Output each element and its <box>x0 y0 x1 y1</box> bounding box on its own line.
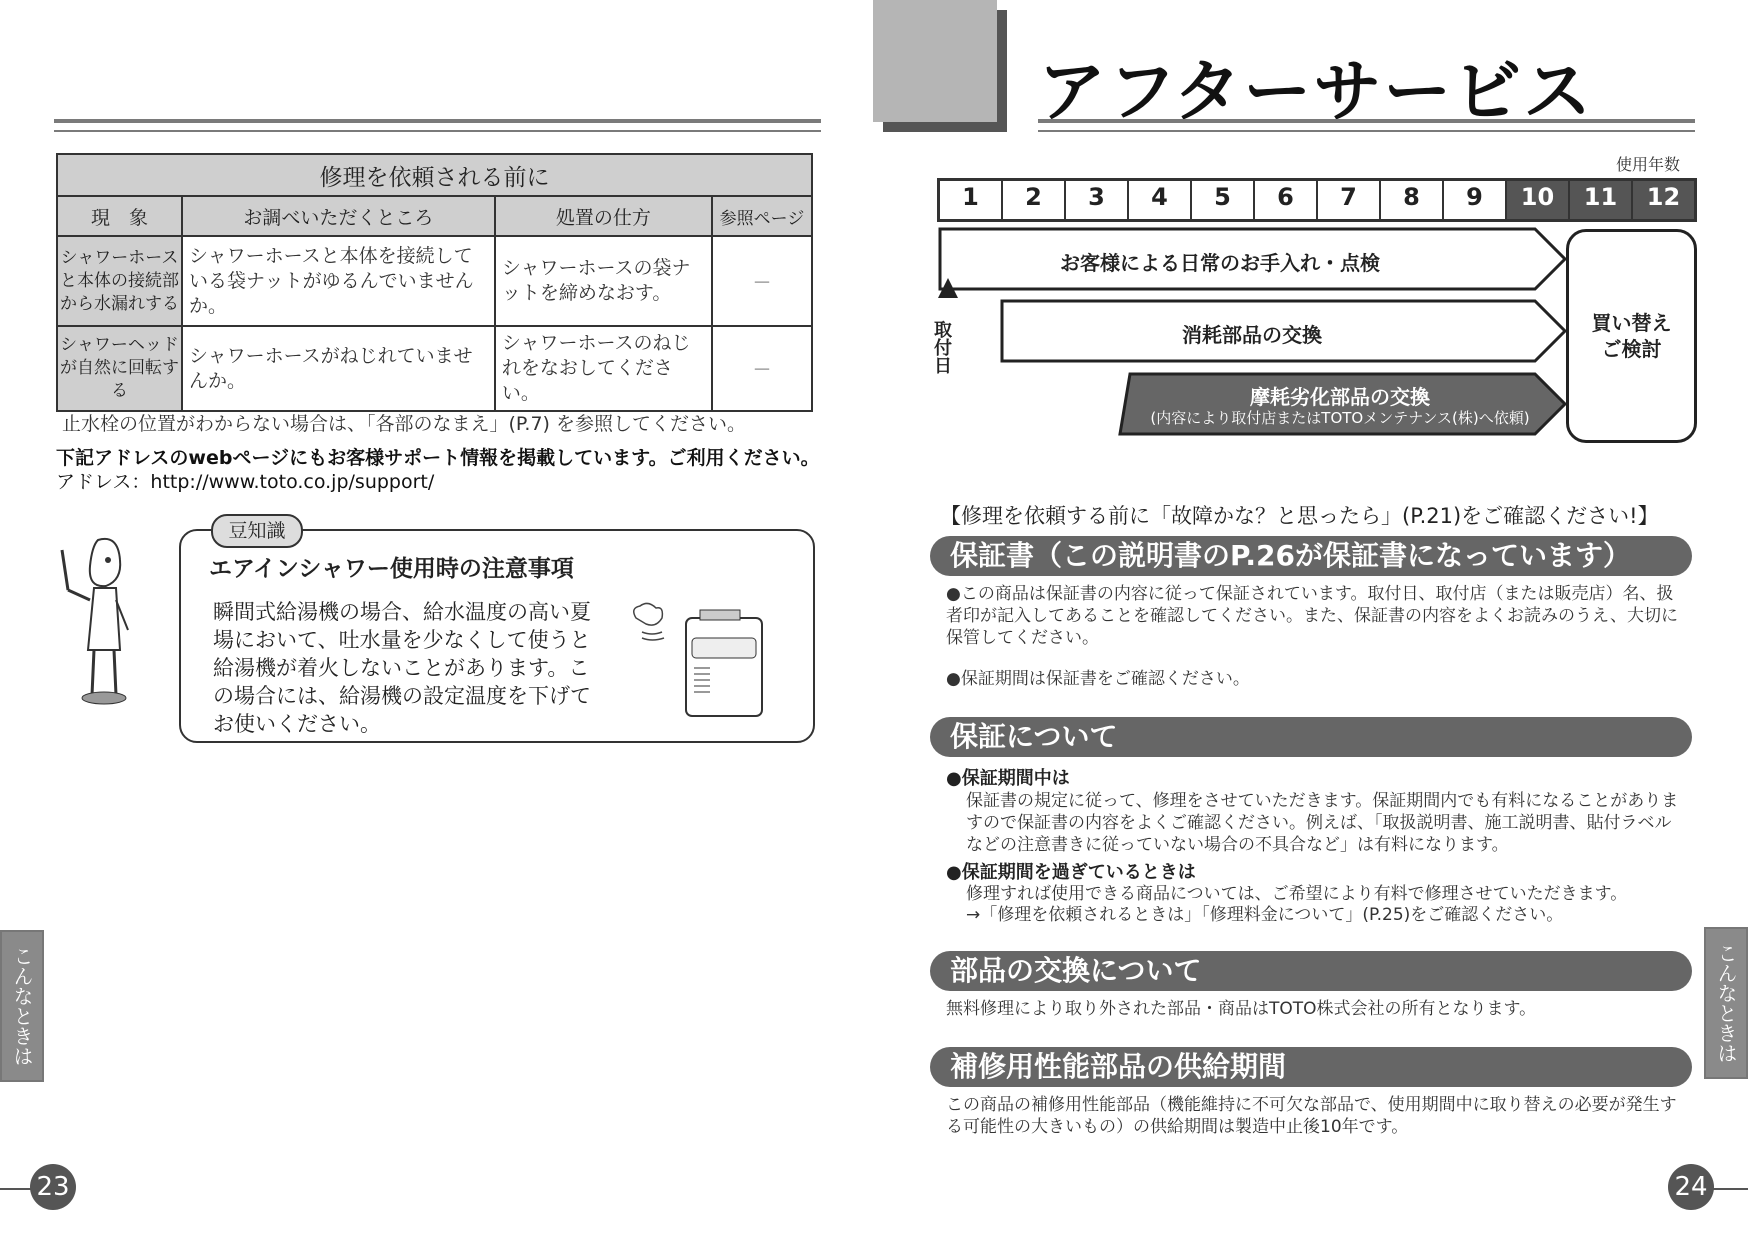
warranty-after-text: 修理すれば使用できる商品については、ご希望により有料で修理させていただきます。 <box>966 884 1628 904</box>
page-number-line-right <box>1708 1188 1748 1190</box>
check-cell: シャワーホースと本体を接続している袋ナットがゆるんでいませんか。 <box>182 236 495 326</box>
warranty-sub-during: ●保証期間中は <box>946 768 1070 789</box>
section-heading-warranty: 保証について <box>930 717 1692 757</box>
year-cell: 6 <box>1255 181 1318 219</box>
valve-note: 止水栓の位置がわからない場合は、「各部のなまえ」(P.7) を参照してください。 <box>62 413 746 435</box>
mascot-illustration <box>58 530 148 710</box>
table-header: 処置の仕方 <box>495 196 712 236</box>
years-scale <box>937 178 1697 222</box>
warranty-period-text: ●保証期間は保証書をご確認ください。 <box>946 669 1250 689</box>
section-heading-parts: 部品の交換について <box>930 951 1692 991</box>
year-cell: 3 <box>1066 181 1129 219</box>
top-rule-right-thin <box>1038 130 1695 132</box>
year-cell: 5 <box>1192 181 1255 219</box>
wear-parts-label: 摩耗劣化部品の交換 <box>1250 385 1430 409</box>
remedy-cell: シャワーホースの袋ナットを締めなおす。 <box>495 236 712 326</box>
symptom-cell: シャワーヘッドが自然に回転する <box>57 326 182 411</box>
replace-box <box>1566 229 1697 443</box>
section-heading-supply: 補修用性能部品の供給期間 <box>930 1047 1692 1087</box>
section-heading-warranty-card: 保証書（この説明書のP.26が保証書になっています） <box>930 536 1692 576</box>
years-label: 使用年数 <box>1616 155 1681 174</box>
page-title: アフターサービス <box>1038 53 1594 132</box>
warranty-card-text: ●この商品は保証書の内容に従って保証されています。取付日、取付店（または販売店）名、扱者印が記入してあることを確認してください。また、保証書の内容をよくお読みのうえ、大切に保管してください。 <box>946 584 1679 648</box>
table-row <box>57 326 812 411</box>
year-cell: 1 <box>940 181 1003 219</box>
title-block <box>873 0 997 122</box>
check-cell: シャワーホースがねじれていませんか。 <box>182 326 495 411</box>
year-cell: 8 <box>1381 181 1444 219</box>
side-tab-right: こんなときは <box>1704 927 1748 1079</box>
top-rule-right <box>1038 119 1695 123</box>
warranty-sub-after: ●保証期間を過ぎているときは <box>946 862 1196 883</box>
tip-title: エアインシャワー使用時の注意事項 <box>209 556 574 582</box>
parts-text: 無料修理により取り外された部品・商品はTOTO株式会社の所有となります。 <box>946 999 1537 1019</box>
table-header: 参照ページ <box>712 196 812 236</box>
wear-parts-note: (内容により取付店またはTOTOメンテナンス(株)へ依頼) <box>1150 409 1530 427</box>
top-rule-left-thin <box>54 130 821 132</box>
year-cell: 2 <box>1003 181 1066 219</box>
table-caption: 修理を依頼される前に <box>57 154 812 196</box>
table-header: 現 象 <box>57 196 182 236</box>
year-cell: 10 <box>1507 181 1570 219</box>
install-date-label: 取付日 <box>931 320 952 374</box>
support-address[interactable]: アドレス：http://www.toto.co.jp/support/ <box>56 471 435 493</box>
year-cell: 7 <box>1318 181 1381 219</box>
year-cell: 11 <box>1570 181 1633 219</box>
tip-body: 瞬間式給湯機の場合、給水温度の高い夏場において、吐水量を少なくして使うと給湯機が着火しないことがあります。この場合には、給湯機の設定温度を下げてお使いください。 <box>213 600 591 736</box>
consumables-label: 消耗部品の交換 <box>1182 323 1322 347</box>
year-cell: 12 <box>1633 181 1694 219</box>
replace-label: 買い替え ご検討 <box>1591 311 1672 361</box>
top-rule-left <box>54 119 821 123</box>
page-number-right: 24 <box>1668 1164 1714 1210</box>
daily-care-label: お客様による日常のお手入れ・点検 <box>1060 251 1380 275</box>
year-cell: 9 <box>1444 181 1507 219</box>
water-heater-illustration <box>628 598 768 723</box>
page-ref-cell: － <box>712 326 812 411</box>
troubleshooting-table <box>56 153 813 412</box>
web-note: 下記アドレスのwebページにもお客様サポート情報を掲載しています。ご利用ください。 <box>56 447 820 469</box>
table-header: お調べいただくところ <box>182 196 495 236</box>
symptom-cell: シャワーホースと本体の接続部から水漏れする <box>57 236 182 326</box>
page-ref-cell: － <box>712 236 812 326</box>
year-cell: 4 <box>1129 181 1192 219</box>
warranty-after-ref: →「修理を依頼されるときは」「修理料金について」(P.25)をご確認ください。 <box>966 905 1564 925</box>
page-number-left: 23 <box>30 1164 76 1210</box>
table-row <box>57 236 812 326</box>
tip-tag: 豆知識 <box>211 514 303 548</box>
side-tab-left: こんなときは <box>0 930 44 1082</box>
supply-text: この商品の補修用性能部品（機能維持に不可欠な部品で、使用期間中に取り替えの必要が発生する可能性の大きいもの）の供給期間は製造中止後10年です。 <box>946 1095 1677 1137</box>
remedy-cell: シャワーホースのねじれをなおしてください。 <box>495 326 712 411</box>
warranty-during-text: 保証書の規定に従って、修理をさせていただきます。保証期間内でも有料になることがありますので保証書の内容をよくご確認ください。例えば、「取扱説明書、施工説明書、貼付ラベルなどの注意書きに従っていない場合の不具合など」は有料になります。 <box>966 791 1679 855</box>
confirm-note: 【修理を依頼する前に「故障かな？と思ったら」(P.21)をご確認ください!】 <box>940 504 1659 528</box>
